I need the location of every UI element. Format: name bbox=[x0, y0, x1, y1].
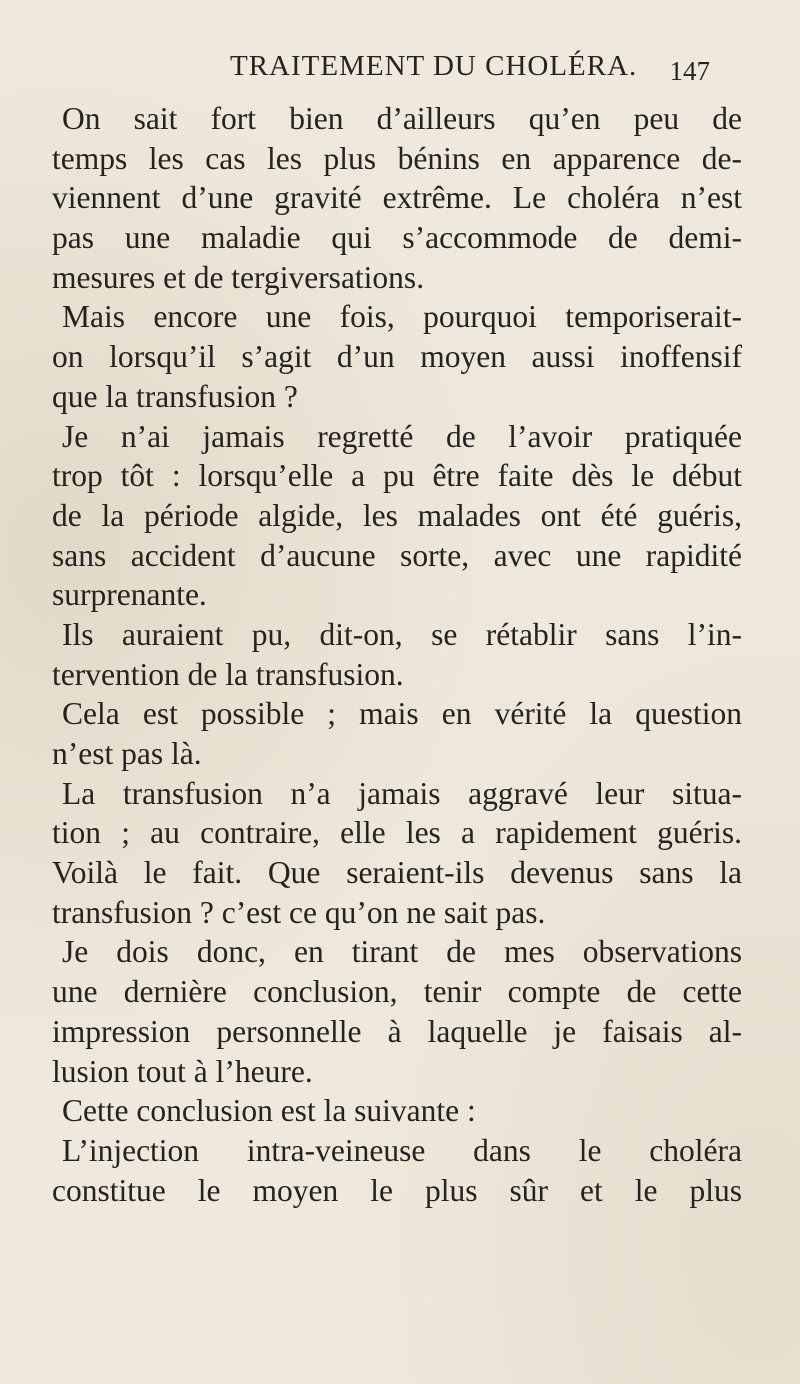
text-line: Je dois donc, en tirant de mes observations bbox=[62, 934, 742, 970]
text-line: On sait fort bien d’ailleurs qu’en peu de bbox=[62, 101, 742, 136]
running-title: TRAITEMENT DU CHOLÉRA. bbox=[230, 50, 638, 82]
text-line: n’est pas là. bbox=[52, 736, 202, 771]
page-number: 147 bbox=[669, 56, 710, 86]
text-line: Je n’ai jamais regretté de l’avoir pratiquée bbox=[62, 418, 742, 454]
text-line: trop tôt : lorsqu’elle a pu être faite dès le début bbox=[52, 458, 742, 494]
text-line: constitue le moyen le plus sûr et le plus bbox=[52, 1172, 742, 1208]
text-line: pas une maladie qui s’accommode de demi- bbox=[52, 220, 742, 256]
text-line: impression personnelle à laquelle je faisais al- bbox=[52, 1013, 742, 1049]
text-line: tion ; au contraire, elle les a rapidement guéris. bbox=[52, 815, 742, 851]
text-line: de la période algide, les malades ont été guéris, bbox=[52, 497, 742, 533]
text-line: viennent d’une gravité extrême. Le choléra n’est bbox=[52, 180, 742, 216]
text-line: L’injection intra-veineuse dans le choléra bbox=[62, 1132, 742, 1168]
text-line: Cette conclusion est la suivante : bbox=[62, 1093, 476, 1129]
text-line: temps les cas les plus bénins en apparence de- bbox=[52, 140, 742, 176]
text-line: on lorsqu’il s’agit d’un moyen aussi inoffensif bbox=[52, 339, 742, 375]
text-line: transfusion ? c’est ce qu’on ne sait pas. bbox=[52, 894, 546, 930]
text-line: Voilà le fait. Que seraient-ils devenus sans la bbox=[52, 855, 742, 891]
text-line: que la transfusion ? bbox=[52, 378, 298, 414]
text-line: Mais encore une fois, pourquoi temporiserait- bbox=[62, 299, 742, 335]
text-line: Ils auraient pu, dit-on, se rétablir sans l’in- bbox=[62, 616, 742, 652]
text-line: mesures et de tergiversations. bbox=[52, 259, 425, 295]
text-line: Cela est possible ; mais en vérité la question bbox=[62, 696, 742, 732]
text-line: une dernière conclusion, tenir compte de cette bbox=[52, 974, 742, 1010]
body-text bbox=[52, 99, 742, 1210]
text-line: tervention de la transfusion. bbox=[52, 656, 404, 692]
page-header bbox=[230, 50, 710, 90]
text-line: sans accident d’aucune sorte, avec une rapidité bbox=[52, 537, 742, 573]
text-line: surprenante. bbox=[52, 577, 207, 613]
text-line: lusion tout à l’heure. bbox=[52, 1053, 313, 1089]
text-line: La transfusion n’a jamais aggravé leur situa- bbox=[62, 775, 742, 811]
